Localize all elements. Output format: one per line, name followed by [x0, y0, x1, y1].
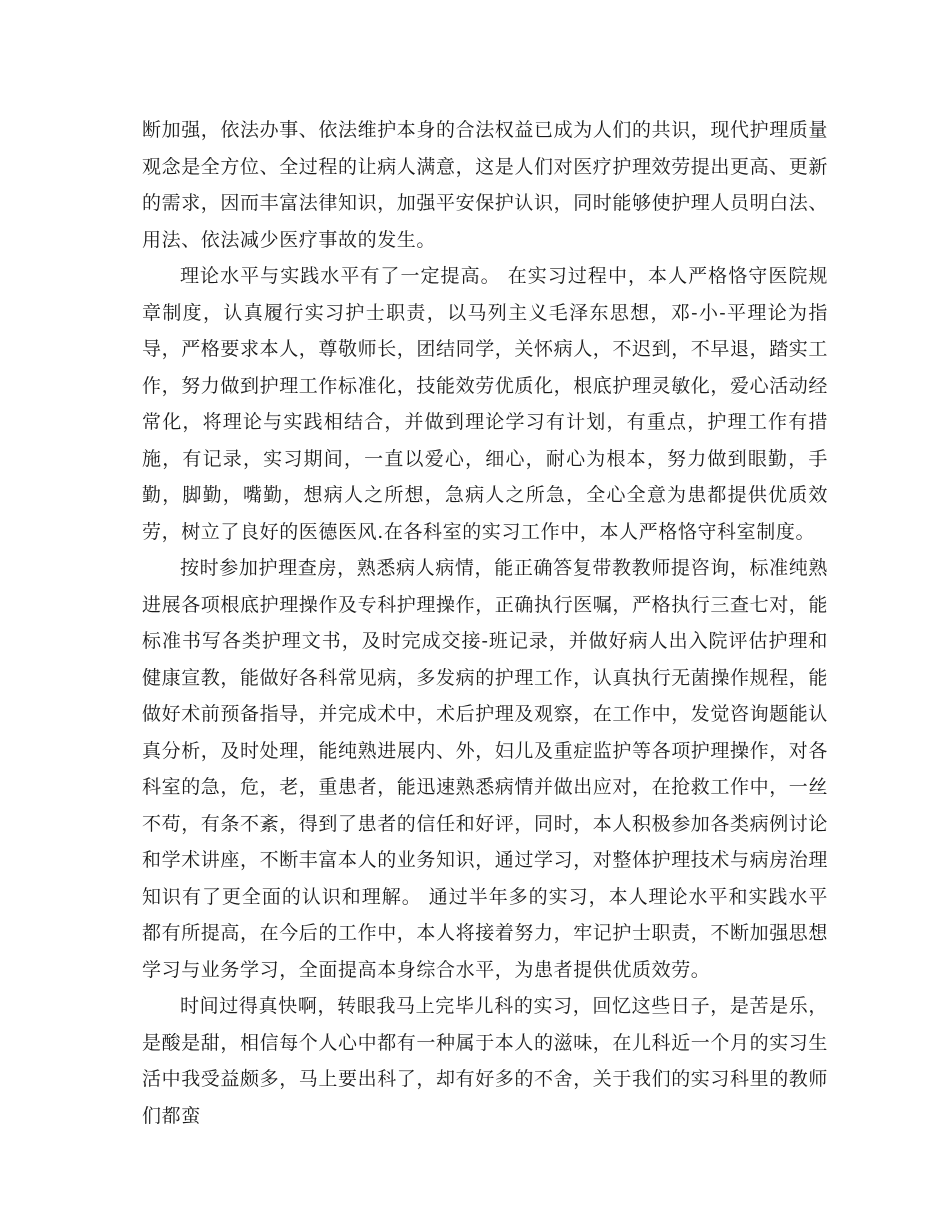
paragraph-1: 断加强，依法办事、依法维护本身的合法权益已成为人们的共识，现代护理质量观念是全方位、全过程的让病人满意，这是人们对医疗护理效劳提出更高、更新的需求，因而丰富法律知识，加强平安保护认识，同时能够使护理人员明白法、用法、依法减少医疗事故的发生。	[142, 119, 829, 251]
paragraph-2: 理论水平与实践水平有了一定提高。 在实习过程中，本人严格恪守医院规章制度，认真履行实习护士职责，以马列主义毛泽东思想，邓-小-平理论为指导，严格要求本人，尊敬师长，团结同学，关怀病人，不迟到，不早退，踏实工作，努力做到护理工作标准化，技能效劳优质化，根底护理灵敏化，爱心活动经常化，将理论与实践相结合，并做到理论学习有计划，有重点，护理工作有措施，有记录，实习期间，一直以爱心，细心，耐心为根本，努力做到眼勤，手勤，脚勤，嘴勤，想病人之所想，急病人之所急，全心全意为患都提供优质效劳，树立了良好的医德医风.在各科室的实习工作中，本人严格恪守科室制度。	[142, 265, 829, 543]
paragraph-4: 时间过得真快啊，转眼我马上完毕儿科的实习，回忆这些日子，是苦是乐，是酸是甜，相信每个人心中都有一种属于本人的滋味，在儿科近一个月的实习生活中我受益颇多，马上要出科了，却有好多的不舍，关于我们的实习科里的教师们都蛮	[142, 995, 829, 1127]
document-page	[142, 112, 828, 1134]
paragraph-3: 按时参加护理查房，熟悉病人病情，能正确答复带教教师提咨询，标准纯熟进展各项根底护理操作及专科护理操作，正确执行医嘱，严格执行三查七对，能标准书写各类护理文书，及时完成交接-班记录，并做好病人出入院评估护理和健康宣教，能做好各科常见病，多发病的护理工作，认真执行无菌操作规程，能做好术前预备指导，并完成术中，术后护理及观察，在工作中，发觉咨询题能认真分析，及时处理，能纯熟进展内、外，妇儿及重症监护等各项护理操作，对各科室的急，危，老，重患者，能迅速熟悉病情并做出应对，在抢救工作中，一丝不苟，有条不紊，得到了患者的信任和好评，同时，本人积极参加各类病例讨论和学术讲座，不断丰富本人的业务知识，通过学习，对整体护理技术与病房治理知识有了更全面的认识和理解。 通过半年多的实习，本人理论水平和实践水平都有所提高，在今后的工作中，本人将接着努力，牢记护士职责，不断加强思想学习与业务学习，全面提高本身综合水平，为患者提供优质效劳。	[142, 557, 829, 981]
